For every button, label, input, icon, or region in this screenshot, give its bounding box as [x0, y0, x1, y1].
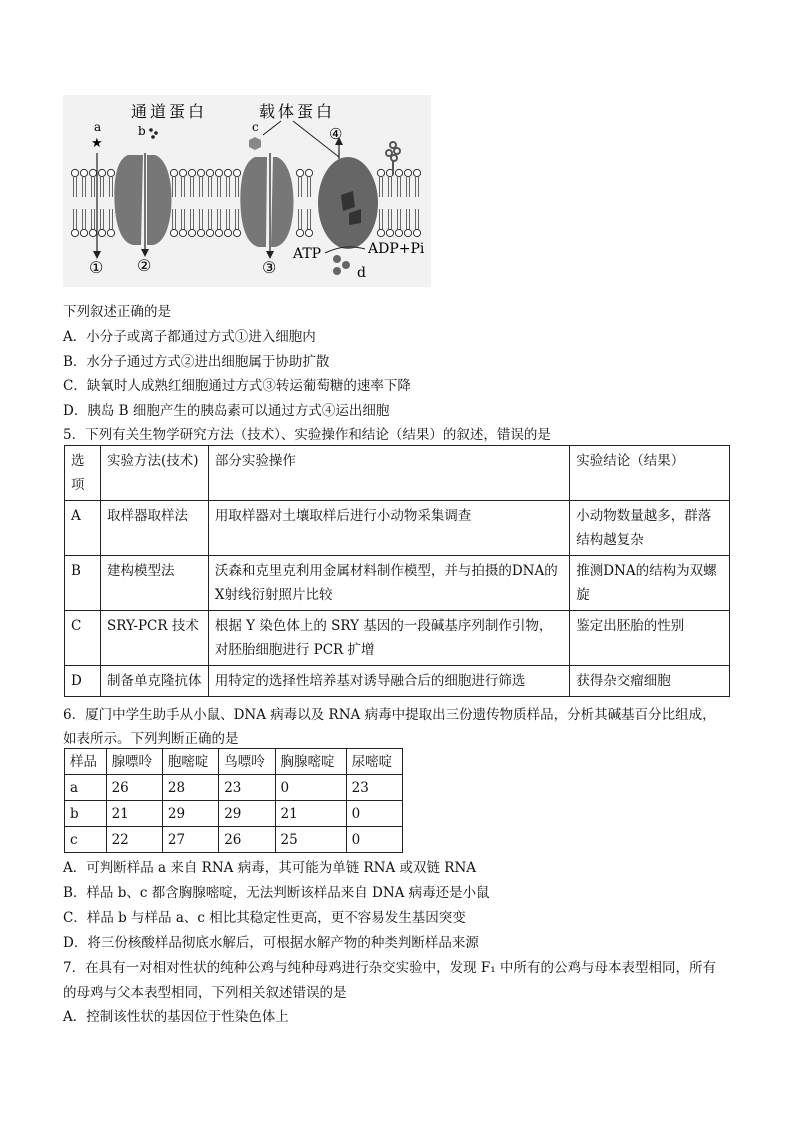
- q5-stem: 5．下列有关生物学研究方法（技术）、实验操作和结论（结果）的叙述，错误的是: [63, 427, 551, 443]
- q5-cell: 根据 Y 染色体上的 SRY 基因的一段碱基序列制作引物，对胚胎细胞进行 PCR 扩增: [208, 611, 569, 666]
- lipid-head: [71, 169, 78, 176]
- q6-option-a: A．可判断样品 a 来自 RNA 病毒，其可能为单链 RNA 或双链 RNA: [63, 860, 477, 876]
- q6-cell: 0: [346, 801, 402, 827]
- q5-cell: 鉴定出胚胎的性别: [570, 611, 730, 666]
- q6-stem-2: 如表所示。下列判断正确的是: [63, 731, 239, 747]
- lipid-head: [197, 229, 204, 236]
- q6-header-cell: 尿嘧啶: [346, 749, 402, 775]
- q6-header-row: [65, 749, 403, 775]
- q5-cell: 推测DNA的结构为双螺旋: [570, 556, 730, 611]
- q5-cell: 获得杂交瘤细胞: [570, 666, 730, 697]
- q5-cell: 沃森和克里克利用金属材料制作模型，并与拍摄的DNA的X射线衍射照片比较: [208, 556, 569, 611]
- q6-cell: 26: [106, 775, 162, 801]
- lipid-head: [80, 229, 87, 236]
- carrier-protein: [318, 157, 378, 249]
- q5-cell: A: [65, 501, 101, 556]
- q5-table: [64, 445, 730, 697]
- lipid-head: [206, 169, 213, 176]
- q6-stem-1: 6．厦门中学生助手从小鼠、DNA 病毒以及 RNA 病毒中提取出三份遗传物质样品，分析其碱基百分比组成，: [63, 707, 716, 723]
- q6-cell: c: [65, 827, 107, 853]
- q6-cell: b: [65, 801, 107, 827]
- q4-option-b: B．水分子通过方式②进出细胞属于协助扩散: [63, 354, 330, 370]
- q5-cell: SRY-PCR 技术: [100, 611, 208, 666]
- lipid-head: [89, 169, 96, 176]
- lipid-head: [215, 229, 222, 236]
- q4-option-a: A．小分子或离子都通过方式①进入细胞内: [63, 329, 316, 345]
- lipid-head: [206, 229, 213, 236]
- table-row: [65, 801, 403, 827]
- q6-cell: 21: [275, 801, 346, 827]
- lipid-head: [188, 169, 195, 176]
- q6-cell: 28: [162, 775, 218, 801]
- q6-cell: 29: [219, 801, 275, 827]
- q4-option-c: C．缺氧时人成熟红细胞通过方式③转运葡萄糖的速率下降: [63, 378, 411, 394]
- lipid-head: [98, 169, 105, 176]
- table-row: [65, 501, 730, 556]
- q5-cell: D: [65, 666, 101, 697]
- q6-table: [64, 748, 403, 853]
- lipid-head: [107, 169, 114, 176]
- q6-header-cell: 胸腺嘧啶: [275, 749, 346, 775]
- q7-stem-1: 7．在具有一对相对性状的纯种公鸡与纯种母鸡进行杂交实验中，发现 F₁ 中所有的公鸡与母本表型相同，所有: [63, 960, 716, 976]
- label-a: a: [94, 120, 102, 134]
- q6-cell: 26: [219, 827, 275, 853]
- label-3: ③: [262, 258, 277, 277]
- q5-cell: 小动物数量越多，群落结构越复杂: [570, 501, 730, 556]
- lipid-head: [296, 229, 303, 236]
- channel-protein-1: [114, 155, 171, 245]
- label-atp: ATP: [293, 246, 322, 262]
- lipid-head: [170, 169, 177, 176]
- lipid-head: [377, 229, 384, 236]
- q4-stem: 下列叙述正确的是: [63, 304, 171, 320]
- lipid-head: [170, 229, 177, 236]
- q5-cell: 取样器取样法: [100, 501, 208, 556]
- carrier-protein-label: 载体蛋白: [259, 102, 336, 121]
- lipid-head: [404, 169, 411, 176]
- lipid-head: [179, 229, 186, 236]
- q6-header-cell: 胞嘧啶: [162, 749, 218, 775]
- lipid-head: [197, 169, 204, 176]
- q6-cell: 0: [275, 775, 346, 801]
- q6-header-cell: 鸟嘌呤: [219, 749, 275, 775]
- lipid-head: [215, 169, 222, 176]
- q5-header-row: [65, 446, 730, 501]
- q6-option-d: D．将三份核酸样品彻底水解后，可根据水解产物的种类判断样品来源: [63, 935, 479, 951]
- label-c: c: [252, 120, 259, 134]
- label-b: b: [138, 124, 146, 138]
- q7-stem-2: 的母鸡与父本表型相同，下列相关叙述错误的是: [63, 985, 347, 1001]
- lipid-head: [413, 169, 420, 176]
- lipid-head: [233, 169, 240, 176]
- lipid-head: [305, 169, 312, 176]
- label-adp: ADP+Pi: [368, 241, 425, 257]
- lipid-head: [395, 169, 402, 176]
- table-row: [65, 666, 730, 697]
- q5-header-conclusion: 实验结论（结果）: [570, 446, 730, 501]
- q5-cell: C: [65, 611, 101, 666]
- lipid-head: [404, 229, 411, 236]
- lipid-head: [224, 169, 231, 176]
- q6-cell: 21: [106, 801, 162, 827]
- q6-cell: 27: [162, 827, 218, 853]
- lipid-head: [296, 169, 303, 176]
- table-row: [65, 611, 730, 666]
- label-1: ①: [89, 258, 104, 277]
- q6-cell: 29: [162, 801, 218, 827]
- q6-cell: 23: [219, 775, 275, 801]
- lipid-head: [305, 229, 312, 236]
- q6-cell: 25: [275, 827, 346, 853]
- q5-header-option: 选项: [65, 446, 101, 501]
- q5-header-method: 实验方法(技术): [100, 446, 208, 501]
- q6-option-c: C．样品 b 与样品 a、c 相比其稳定性更高，更不容易发生基因突变: [63, 910, 466, 926]
- table-row: [65, 827, 403, 853]
- q5-header-operation: 部分实验操作: [208, 446, 569, 501]
- q5-cell: B: [65, 556, 101, 611]
- q5-cell: 用特定的选择性培养基对诱导融合后的细胞进行筛选: [208, 666, 569, 697]
- q6-header-cell: 腺嘌呤: [106, 749, 162, 775]
- q6-cell: a: [65, 775, 107, 801]
- lipid-head: [386, 229, 393, 236]
- lipid-head: [188, 229, 195, 236]
- lipid-head: [395, 229, 402, 236]
- membrane-diagram: [63, 95, 431, 287]
- table-row: [65, 775, 403, 801]
- q6-cell: 22: [106, 827, 162, 853]
- membrane-transport-figure: [63, 95, 431, 287]
- lipid-head: [179, 169, 186, 176]
- star-icon: ★: [91, 136, 103, 151]
- q5-cell: 制备单克隆抗体: [100, 666, 208, 697]
- q5-cell: 用取样器对土壤取样后进行小动物采集调查: [208, 501, 569, 556]
- label-d: d: [357, 265, 366, 281]
- lipid-head: [107, 229, 114, 236]
- lipid-head: [377, 169, 384, 176]
- channel-protein-label: 通道蛋白: [131, 102, 208, 121]
- q6-header-cell: 样品: [65, 749, 107, 775]
- q6-cell: 23: [346, 775, 402, 801]
- lipid-head: [98, 229, 105, 236]
- label-2: ②: [137, 256, 152, 275]
- q4-option-d: D．胰岛 B 细胞产生的胰岛素可以通过方式④运出细胞: [63, 403, 390, 419]
- lipid-head: [224, 229, 231, 236]
- q6-option-b: B．样品 b、c 都含胸腺嘧啶，无法判断该样品来自 DNA 病毒还是小鼠: [63, 885, 490, 901]
- lipid-head: [71, 229, 78, 236]
- channel-protein-2: [240, 157, 293, 247]
- label-4: ④: [329, 125, 343, 143]
- table-row: [65, 556, 730, 611]
- q7-option-a: A．控制该性状的基因位于性染色体上: [63, 1009, 289, 1025]
- q6-cell: 0: [346, 827, 402, 853]
- lipid-head: [80, 169, 87, 176]
- q5-cell: 建构模型法: [100, 556, 208, 611]
- lipid-head: [89, 229, 96, 236]
- lipid-head: [413, 229, 420, 236]
- lipid-head: [233, 229, 240, 236]
